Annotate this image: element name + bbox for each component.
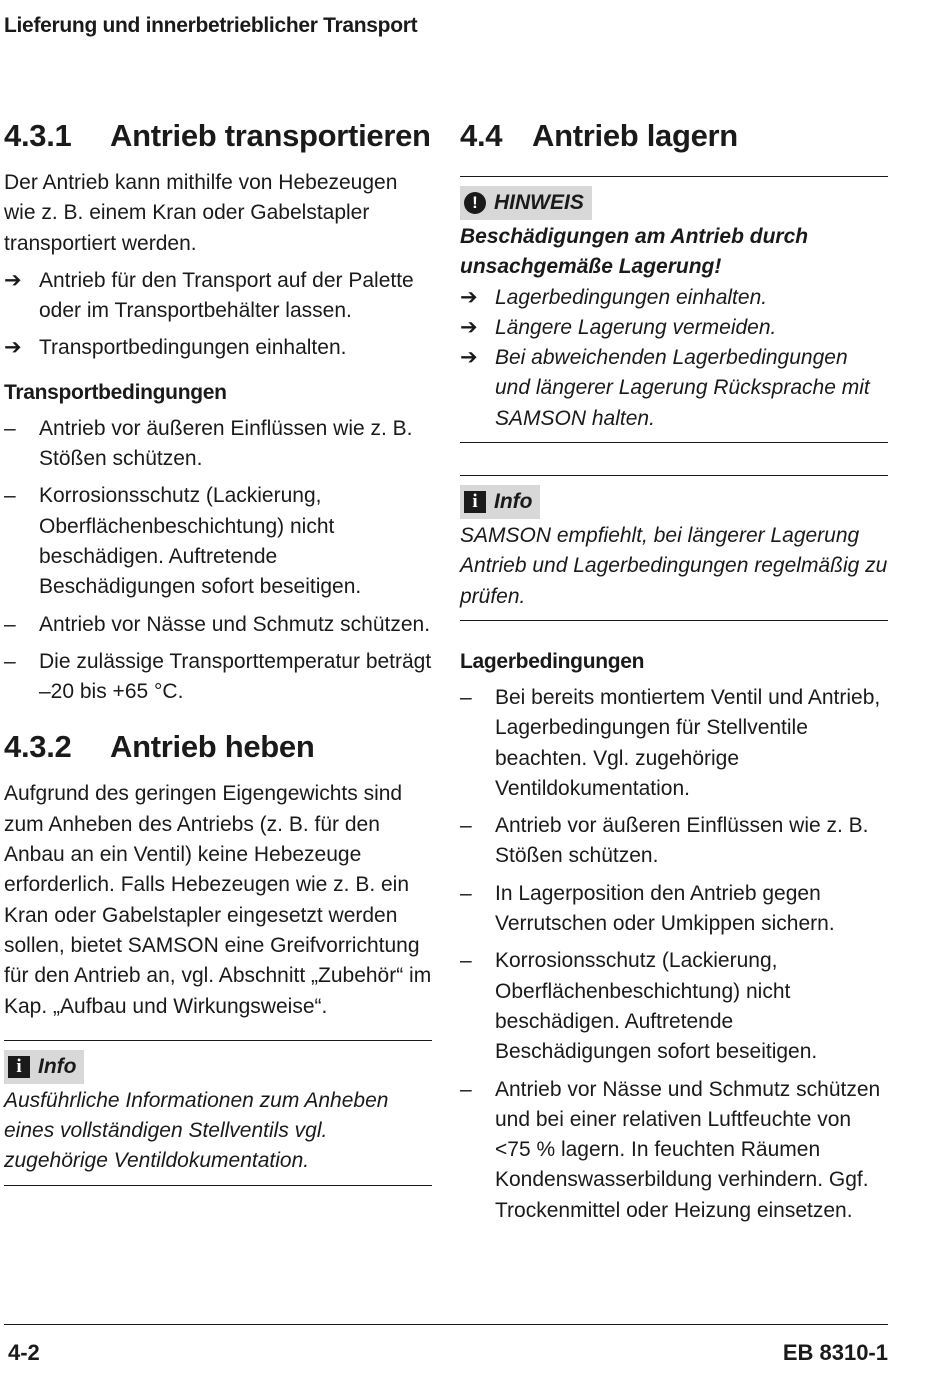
info-icon: i (464, 491, 486, 513)
dash-marker: – (460, 949, 472, 973)
transport-conditions (4, 414, 432, 708)
arrow-icon: ➔ (460, 346, 478, 370)
subheading-transportbedingungen: Transportbedingungen (4, 380, 227, 404)
footer-divider (4, 1324, 888, 1325)
section-number: 4.3.2 (4, 729, 72, 765)
subheading-lagerbedingungen: Lagerbedingungen (460, 649, 645, 673)
section-number: 4.3.1 (4, 118, 72, 153)
arrow-icon: ➔ (460, 285, 478, 309)
section-heading-4-3-2 (4, 729, 432, 765)
section-title: Antrieb lagern (532, 118, 738, 153)
list-item: – Korrosionsschutz (Lackierung, Oberflächenbeschichtung) nicht beschädigen. Auftretende Beschädigungen sofort beseitigen. (460, 946, 888, 1067)
list-item: ➔ Längere Lagerung vermeiden. (460, 313, 888, 343)
document-number: EB 8310-1 (782, 1340, 888, 1365)
info-box (4, 1040, 432, 1186)
section-heading-4-3-1 (4, 118, 432, 154)
list-item: – Antrieb vor Nässe und Schmutz schützen und bei einer relativen Luftfeuchte von <75 % lagern. In feuchten Räumen Kondenswasserbildung verhindern. Ggf. Trockenmittel oder Heizung einsetzen. (460, 1075, 888, 1226)
arrow-icon: ➔ (4, 268, 22, 292)
hinweis-badge (460, 186, 592, 220)
list-item: ➔ Antrieb für den Transport auf der Palette oder im Transportbehälter lassen. (4, 266, 432, 327)
info-text: SAMSON empfiehlt, bei längerer Lagerung Antrieb und Lagerbedingungen regelmäßig zu prüfen. (460, 524, 888, 608)
transport-steps (4, 266, 432, 364)
exclamation-icon: ! (464, 192, 486, 214)
dash-marker: – (4, 484, 16, 508)
list-item: ➔ Lagerbedingungen einhalten. (460, 283, 888, 313)
dash-marker: – (460, 814, 472, 838)
page-number: 4-2 (8, 1340, 40, 1365)
info-icon: i (8, 1056, 30, 1078)
info-badge (4, 1050, 84, 1084)
dash-marker: – (460, 881, 472, 905)
section-title: Antrieb heben (110, 729, 315, 765)
dash-marker: – (4, 416, 16, 440)
dash-marker: – (4, 612, 16, 636)
list-item: – Korrosionsschutz (Lackierung, Oberflächenbeschichtung) nicht beschädigen. Auftretende Beschädigungen sofort beseitigen. (4, 481, 432, 602)
dash-marker: – (460, 685, 472, 709)
info-label: Info (38, 1054, 77, 1078)
list-item: ➔ Bei abweichenden Lagerbedingungen und längerer Lagerung Rücksprache mit SAMSON halten. (460, 343, 888, 434)
list-item: – Bei bereits montiertem Ventil und Antrieb, Lagerbedingungen für Stellventile beachten. Vgl. zugehörige Ventildokumentation. (460, 683, 888, 804)
info-badge (460, 485, 540, 519)
dash-marker: – (4, 649, 16, 673)
dash-marker: – (460, 1077, 472, 1101)
section-title: Antrieb transportieren (110, 118, 431, 153)
list-item: – Antrieb vor äußeren Einflüssen wie z. B. Stößen schützen. (460, 811, 888, 872)
hinweis-heading: Beschädigungen am Antrieb durch unsachgemäße Lagerung! (460, 225, 809, 279)
arrow-icon: ➔ (4, 336, 22, 360)
list-item: ➔ Transportbedingungen einhalten. (4, 333, 432, 363)
list-item: – Antrieb vor Nässe und Schmutz schützen. (4, 610, 432, 640)
arrow-icon: ➔ (460, 315, 478, 339)
lifting-paragraph: Aufgrund des geringen Eigengewichts sind zum Anheben des Antriebs (z. B. für den Anbau an ein Ventil) keine Hebezeuge erforderlich. Falls Hebezeugen wie z. B. ein Kran oder Gabelstapler eingesetzt werden sollen, bietet SAMSON eine Greifvorrichtung für den Antrieb an, vgl. Abschnitt „Zubehör“ im Kap. „Aufbau und Wirkungsweise“. (4, 782, 432, 1018)
intro-paragraph: Der Antrieb kann mithilfe von Hebezeugen wie z. B. einem Kran oder Gabelstapler transportiert werden. (4, 171, 398, 255)
info-label: Info (494, 490, 533, 514)
storage-conditions (460, 683, 888, 1226)
section-heading-4-4 (460, 118, 888, 154)
hinweis-steps (460, 283, 888, 434)
info-box (460, 475, 888, 621)
info-text: Ausführliche Informationen zum Anheben eines vollständigen Stellventils vgl. zugehörige Ventildokumentation. (4, 1088, 389, 1173)
section-number: 4.4 (460, 118, 503, 153)
running-header: Lieferung und innerbetrieblicher Transport (4, 14, 418, 37)
hinweis-box (460, 176, 888, 443)
left-column (4, 118, 432, 1186)
hinweis-label: HINWEIS (494, 191, 584, 214)
list-item: – In Lagerposition den Antrieb gegen Verrutschen oder Umkippen sichern. (460, 879, 888, 940)
list-item: – Die zulässige Transporttemperatur beträgt –20 bis +65 °C. (4, 647, 432, 708)
right-column (460, 118, 888, 1226)
list-item: – Antrieb vor äußeren Einflüssen wie z. B. Stößen schützen. (4, 414, 432, 475)
